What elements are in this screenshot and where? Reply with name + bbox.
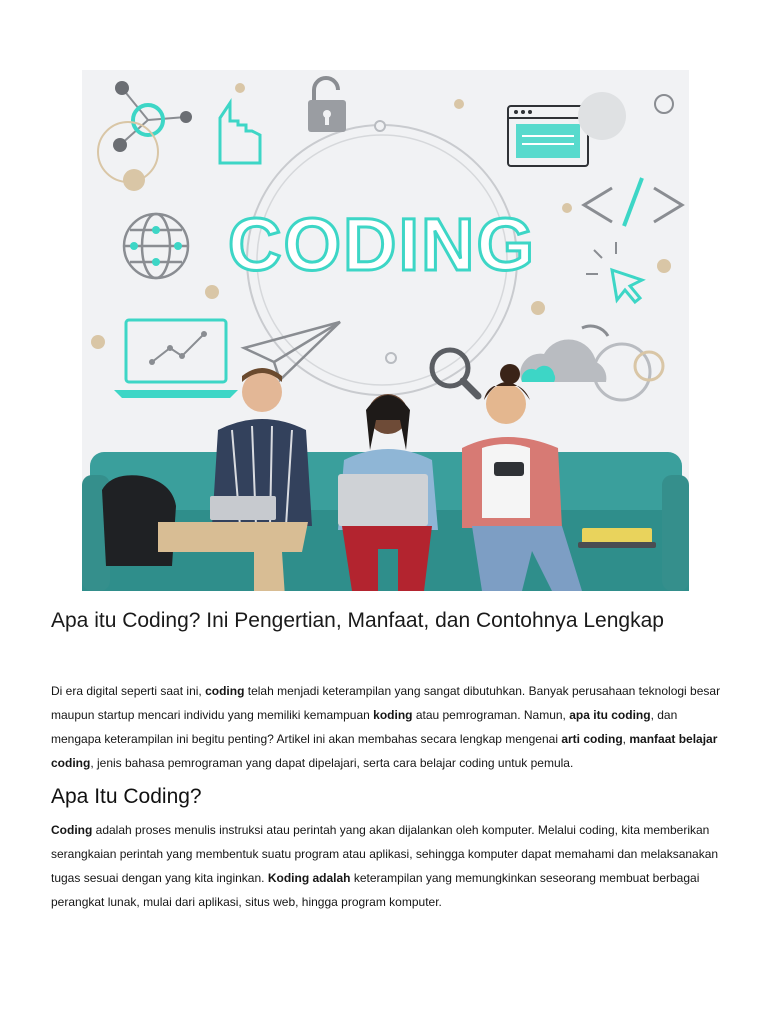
keyword-coding: coding	[205, 684, 245, 698]
beige-dot	[562, 203, 572, 213]
section-paragraph	[51, 818, 723, 914]
orbit-dot	[375, 121, 385, 131]
beige-dot	[531, 301, 545, 315]
keyword-arti-coding: arti coding	[561, 732, 623, 746]
beige-dot	[454, 99, 464, 109]
beige-dot	[91, 335, 105, 349]
cursor-click-icon	[586, 242, 642, 302]
laptop-chart-icon	[114, 320, 238, 398]
globe-icon	[124, 214, 188, 278]
intro-text: ,	[622, 732, 630, 746]
padlock-icon	[308, 78, 346, 132]
gray-bubble	[578, 92, 626, 140]
beige-dot	[235, 83, 245, 93]
backpack	[102, 475, 176, 566]
intro-text: telah menjadi keterampilan yang sangat dibutuhkan. Banyak perusahaan teknologi besar maupun startup mencari individu yang memiliki kemampuan	[51, 684, 721, 722]
keyword-koding: koding	[373, 708, 413, 722]
keyword-coding: Coding	[51, 823, 93, 837]
ring-small	[655, 95, 673, 113]
intro-text: , jenis bahasa pemrograman yang dapat dipelajari, serta cara belajar coding untuk pemula.	[90, 756, 574, 770]
browser-window-icon	[508, 106, 588, 166]
beige-dot	[657, 259, 671, 273]
section-text: keterampilan yang memungkinkan seseorang membuat berbagai perangkat lunak, mulai dari aplikasi, situs web, hingga program komputer.	[51, 871, 700, 909]
keyword-manfaat-belajar-coding: manfaat belajar coding	[51, 732, 718, 770]
section-text: adalah proses menulis instruksi atau perintah yang akan dijalankan oleh komputer. Melalui coding, kita memberikan serangkaian perintah yang membentuk suatu program atau aplikasi, sehingga komputer dapat memahami dan melaksanakan tugas sesuai dengan yang kita inginkan.	[51, 823, 719, 885]
orbit-dot	[386, 353, 396, 363]
pointer-hand-icon	[220, 103, 260, 163]
keyword-koding-adalah: Koding adalah	[267, 871, 351, 885]
coding-illustration	[82, 70, 689, 591]
intro-text: , dan mengapa keterampilan ini begitu penting? Artikel ini akan membahas secara lengkap mengenai	[51, 708, 678, 746]
molecule-icon	[98, 81, 192, 191]
keyword-apa-itu-coding: apa itu coding	[569, 708, 651, 722]
hero-headline: CODING	[228, 203, 536, 286]
intro-paragraph	[51, 679, 723, 775]
code-symbol-icon	[584, 178, 682, 226]
intro-text: Di era digital seperti saat ini,	[51, 684, 206, 698]
hero-image	[82, 70, 689, 591]
section-heading: Apa Itu Coding?	[51, 785, 202, 808]
article-title: Apa itu Coding? Ini Pengertian, Manfaat, dan Contohnya Lengkap	[51, 609, 664, 632]
beige-dot	[205, 285, 219, 299]
cloud-icon	[520, 326, 663, 400]
intro-text: atau pemrograman. Namun,	[412, 708, 570, 722]
